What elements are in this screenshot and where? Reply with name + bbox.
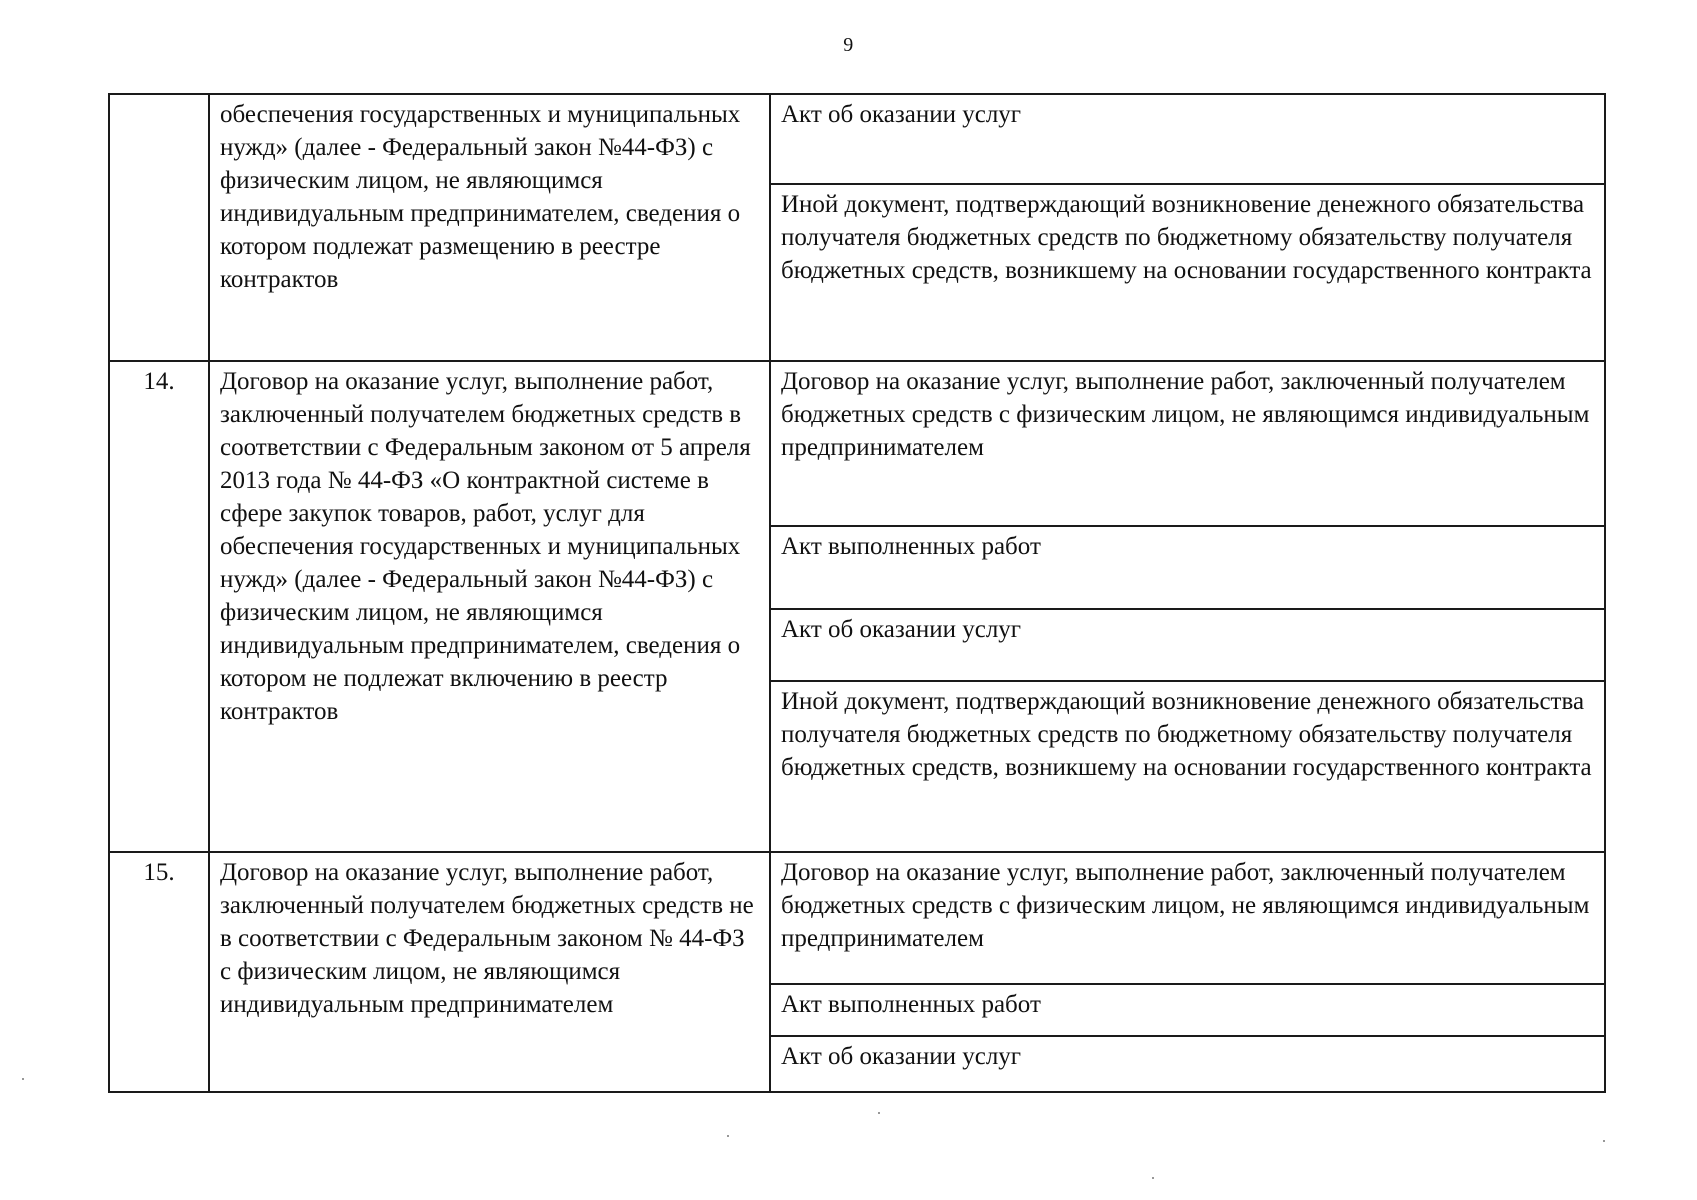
contract-description-cell: обеспечения государственных и муниципальных нужд» (далее - Федеральный закон №44-ФЗ) с физическим лицом, не являющимся индивидуальным предпринимателем, сведения о котором подлежат размещению в реестре контрактов	[209, 94, 770, 361]
document-cell: Акт об оказании услуг	[770, 609, 1605, 681]
document-cell: Акт выполненных работ	[770, 984, 1605, 1036]
document-cell: Договор на оказание услуг, выполнение работ, заключенный получателем бюджетных средств с физическим лицом, не являющимся индивидуальным предпринимателем	[770, 852, 1605, 984]
contract-description-cell: Договор на оказание услуг, выполнение работ, заключенный получателем бюджетных средств не в соответствии с Федеральным законом № 44-ФЗ с физическим лицом, не являющимся индивидуальным предпринимателем	[209, 852, 770, 1092]
document-cell: Акт выполненных работ	[770, 526, 1605, 609]
document-cell: Иной документ, подтверждающий возникновение денежного обязательства получателя бюджетных средств по бюджетному обязательству получателя бюджетных средств, возникшему на основании государственного контракта	[770, 681, 1605, 852]
document-cell: Акт об оказании услуг	[770, 1036, 1605, 1092]
page-number: 9	[843, 34, 854, 56]
row-number-cell: 14.	[109, 361, 209, 852]
scan-speck	[1603, 1140, 1605, 1142]
table-row	[109, 852, 1605, 984]
table-row	[109, 361, 1605, 526]
scan-speck	[1152, 1177, 1154, 1179]
document-cell: Договор на оказание услуг, выполнение работ, заключенный получателем бюджетных средств с физическим лицом, не являющимся индивидуальным предпринимателем	[770, 361, 1605, 526]
row-number-cell: 15.	[109, 852, 209, 1092]
scan-speck	[727, 1135, 729, 1137]
documents-table	[108, 93, 1606, 1093]
row-number-cell	[109, 94, 209, 361]
document-cell: Акт об оказании услуг	[770, 94, 1605, 184]
table-row	[109, 94, 1605, 184]
scan-speck	[22, 1078, 24, 1080]
scan-speck	[878, 1112, 880, 1114]
contract-description-cell: Договор на оказание услуг, выполнение работ, заключенный получателем бюджетных средств в соответствии с Федеральным законом от 5 апреля 2013 года № 44-ФЗ «О контрактной системе в сфере закупок товаров, работ, услуг для обеспечения государственных и муниципальных нужд» (далее - Федеральный закон №44-ФЗ) с физическим лицом, не являющимся индивидуальным предпринимателем, сведения о котором не подлежат включению в реестр контрактов	[209, 361, 770, 852]
document-cell: Иной документ, подтверждающий возникновение денежного обязательства получателя бюджетных средств по бюджетному обязательству получателя бюджетных средств, возникшему на основании государственного контракта	[770, 184, 1605, 361]
